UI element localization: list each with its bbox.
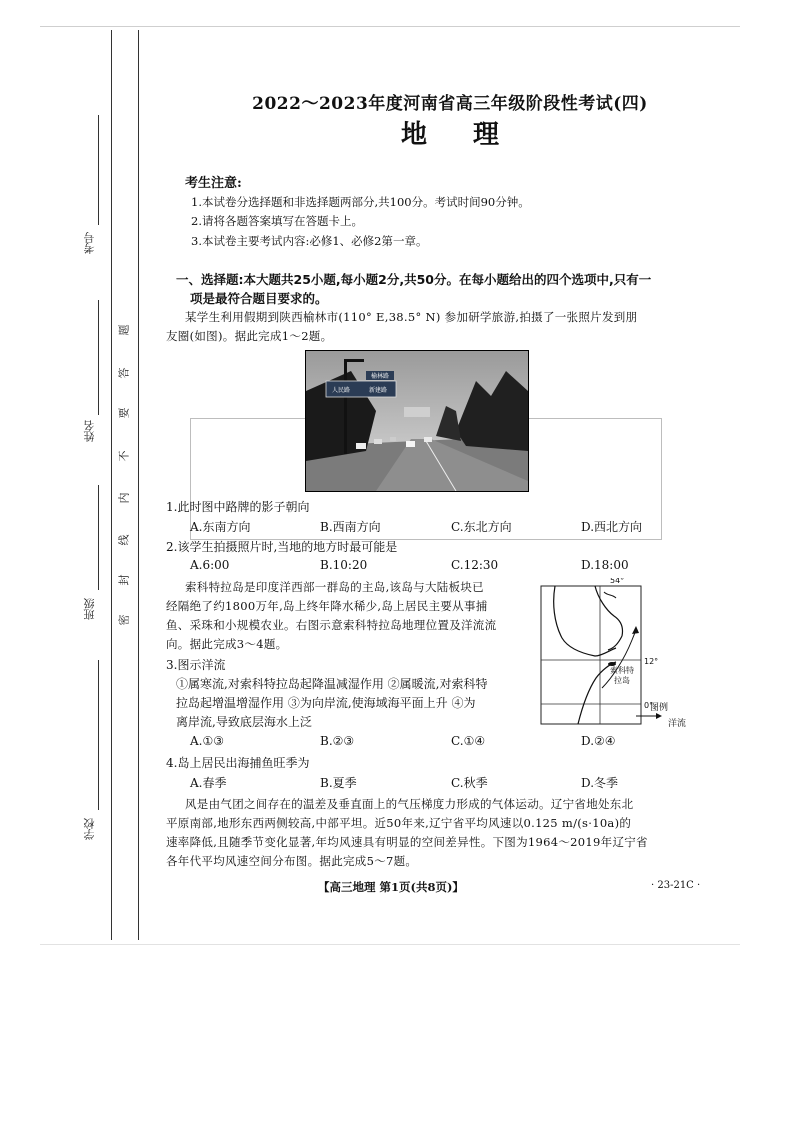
question-4-option: A.春季	[190, 776, 227, 790]
intro3-line: 速率降低,且随季节变化显著,年均风速具有明显的空间差异性。下图为1964～2019年辽宁省	[166, 835, 648, 849]
question-3-stem: 3.图示洋流	[166, 658, 226, 672]
question-3-statement: ①属寒流,对索科特拉岛起降温减湿作用 ②属暖流,对索科特	[176, 677, 488, 691]
binding-margin-line	[111, 30, 112, 940]
scan-edge-bottom	[40, 944, 740, 945]
question-2-stem: 2.该学生拍摄照片时,当地的地方时最可能是	[166, 540, 398, 554]
section-heading	[176, 270, 716, 308]
street-photo-image	[306, 351, 528, 491]
intro3-line: 各年代平均风速空间分布图。据此完成5～7题。	[166, 854, 418, 868]
paper-code: · 23-21C ·	[651, 880, 701, 891]
question-3-option: C.①④	[451, 734, 486, 748]
question-4-stem: 4.岛上居民出海捕鱼旺季为	[166, 756, 310, 770]
page-footer: 【高三地理 第1页(共8页)】	[318, 880, 464, 894]
field-exam-number-label: 考号	[83, 232, 96, 254]
question-3-option: A.①③	[190, 734, 224, 748]
seal-char: 要	[117, 407, 131, 419]
field-class-line	[98, 485, 99, 590]
question-2-option: A.6:00	[190, 558, 230, 572]
question-1-option: A.东南方向	[190, 520, 251, 534]
scan-edge-top	[40, 26, 740, 27]
sign-text-left: 人民路	[331, 387, 351, 394]
question-4-option: C.秋季	[451, 776, 488, 790]
seal-char: 内	[117, 492, 131, 504]
question-1-option: B.西南方向	[320, 520, 381, 534]
notice-item: 1.本试卷分选择题和非选择题两部分,共100分。考试时间90分钟。	[191, 195, 530, 209]
seal-char: 不	[117, 450, 131, 462]
intro2-line: 索科特拉岛是印度洋西部一群岛的主岛,该岛与大陆板块已	[185, 580, 484, 594]
exam-subject: 地理	[400, 120, 545, 150]
question-4-option: D.冬季	[581, 776, 619, 790]
seal-char: 密	[117, 614, 131, 626]
intro1-line: 某学生利用假期到陕西榆林市(110° E,38.5° N) 参加研学旅游,拍摄了一张照片发到朋	[185, 310, 638, 324]
field-school-line	[98, 660, 99, 810]
notice-item: 3.本试卷主要考试内容:必修1、必修2第一章。	[191, 234, 428, 248]
seal-char: 答	[117, 367, 131, 379]
question-3-statement: 拉岛起增温增湿作用 ③为向岸流,使海域海平面上升 ④为	[176, 696, 476, 710]
seal-char: 题	[117, 324, 131, 336]
map-lon-label: 54°	[610, 578, 625, 585]
field-exam-number-line	[98, 115, 99, 225]
question-1-option: D.西北方向	[581, 520, 643, 534]
question-3-statement: 离岸流,导致底层海水上泛	[176, 715, 312, 729]
sign-text-top: 榆林路	[370, 373, 390, 380]
map-legend-current: 洋流	[668, 719, 687, 729]
question-1-option: C.东北方向	[451, 520, 512, 534]
field-name-line	[98, 300, 99, 415]
map-lat12-label: 12°	[644, 657, 659, 666]
seal-char: 线	[117, 534, 131, 546]
notice-item: 2.请将各题答案填写在答题卡上。	[191, 214, 363, 228]
map-lat0-label: 0°	[644, 701, 654, 710]
socotra-map-drawing	[540, 578, 668, 726]
section-heading-line1: 一、选择题:本大题共25小题,每小题2分,共50分。在每小题给出的四个选项中,只有一	[176, 272, 652, 287]
sign-text-right: 新建路	[368, 387, 388, 394]
field-name-label: 姓名	[83, 420, 96, 442]
question-3-option: D.②④	[581, 734, 616, 748]
question-2-option: C.12:30	[451, 558, 499, 572]
intro3-line: 风是由气团之间存在的温差及垂直面上的气压梯度力形成的气体运动。辽宁省地处东北	[185, 797, 634, 811]
exam-title: 2022～2023年度河南省高三年级阶段性考试(四)	[252, 94, 648, 114]
intro1-line: 友圈(如图)。据此完成1～2题。	[166, 329, 333, 343]
question-2-option: B.10:20	[320, 558, 368, 572]
question-1-stem: 1.此时图中路牌的影子朝向	[166, 500, 310, 514]
map-legend-title: 图例	[650, 703, 669, 713]
section-heading-line2: 项是最符合题目要求的。	[190, 291, 328, 306]
map-island-label: 拉岛	[614, 676, 630, 685]
street-photo	[305, 350, 529, 492]
question-2-option: D.18:00	[581, 558, 629, 572]
intro3-line: 平原南部,地形东西两侧较高,中部平坦。近50年来,辽宁省平均风速以0.125 m/(s·10a)的	[166, 816, 632, 830]
intro2-line: 向。据此完成3～4题。	[166, 637, 288, 651]
question-4-option: B.夏季	[320, 776, 357, 790]
field-school-label: 学校	[83, 818, 96, 840]
intro2-line: 经隔绝了约1800万年,岛上终年降水稀少,岛上居民主要从事捕	[166, 599, 488, 613]
binding-margin-line	[138, 30, 139, 940]
notice-heading: 考生注意:	[185, 176, 242, 191]
field-class-label: 班级	[83, 598, 96, 620]
question-3-option: B.②③	[320, 734, 355, 748]
seal-char: 封	[117, 574, 131, 586]
socotra-map	[540, 578, 668, 726]
map-island-label: 索科特	[610, 666, 634, 675]
intro2-line: 鱼、采珠和小规模农业。右图示意索科特拉岛地理位置及洋流流	[166, 618, 497, 632]
